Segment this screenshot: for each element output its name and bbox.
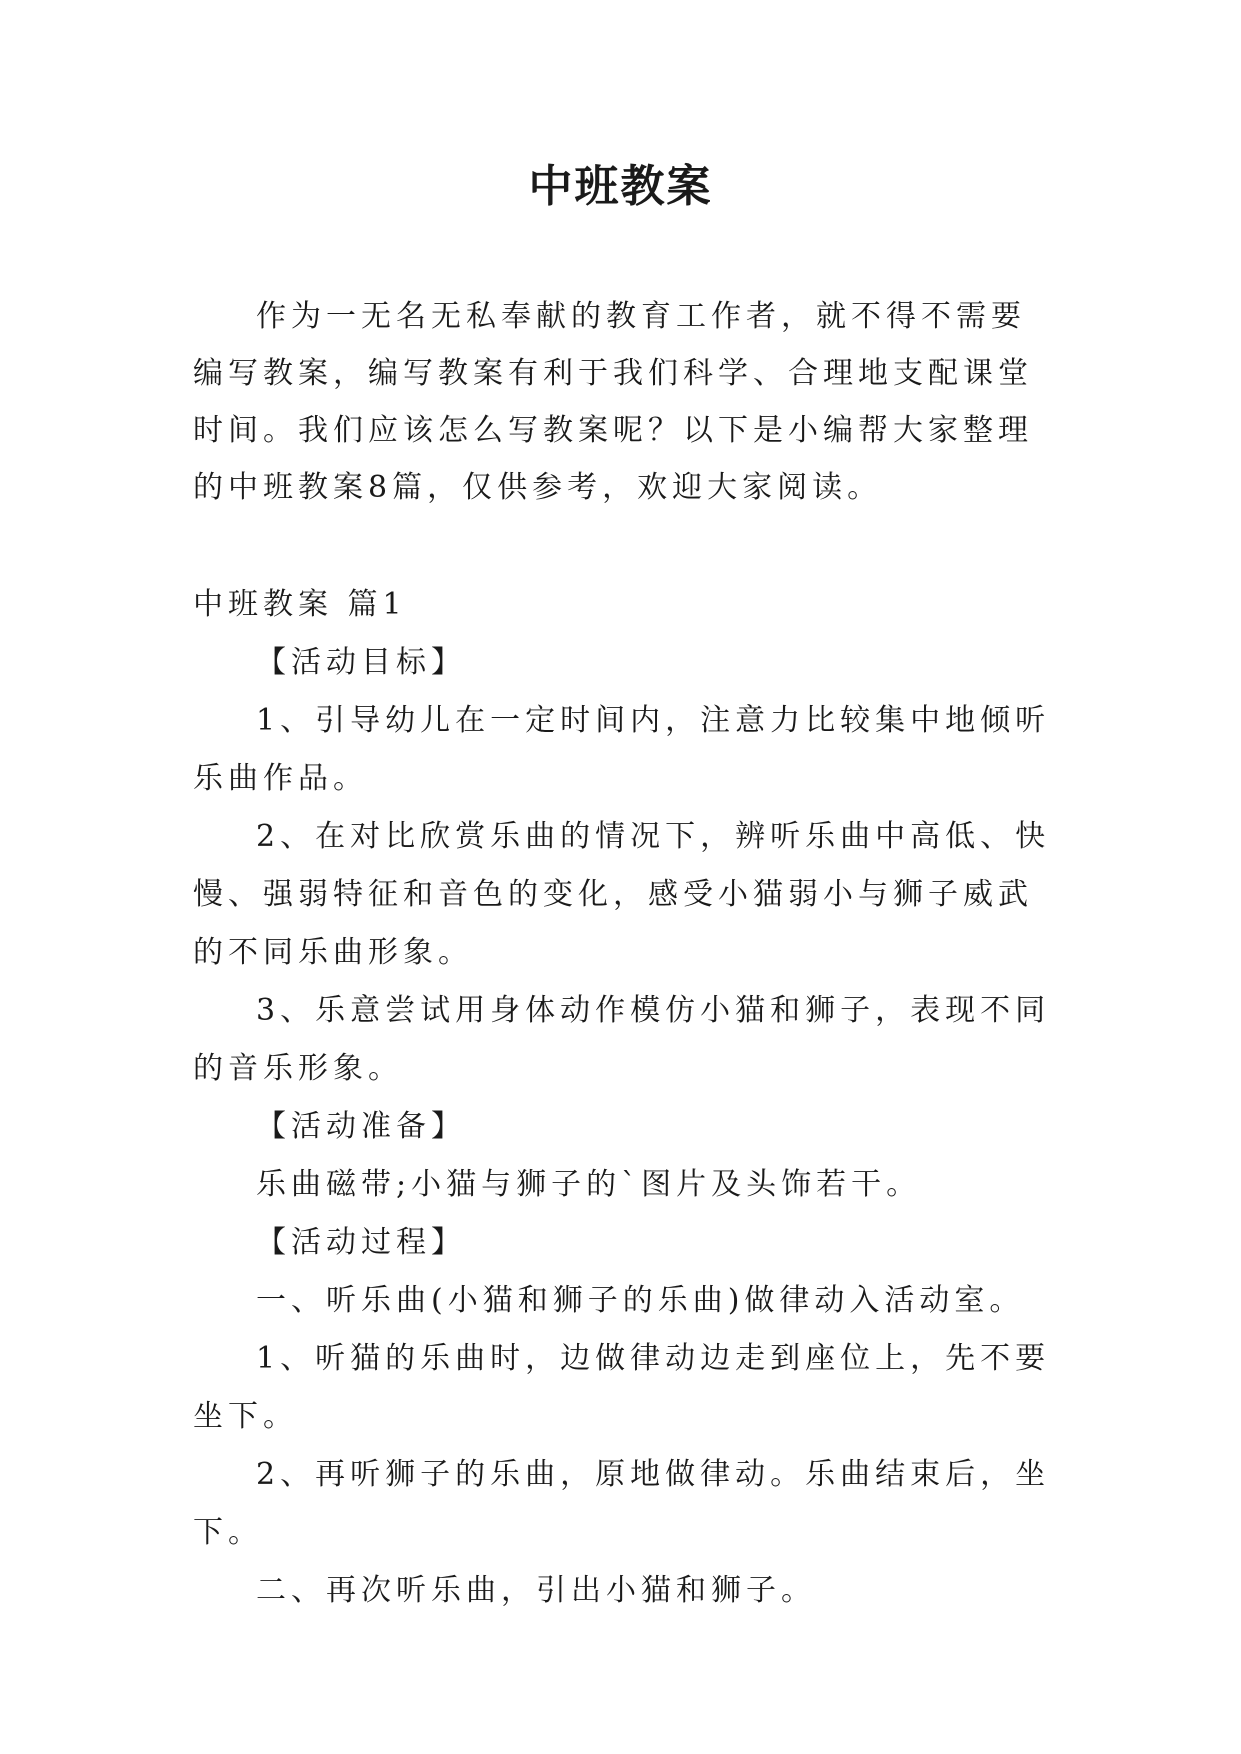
goal-item-3: 3、乐意尝试用身体动作模仿小猫和狮子，表现不同的音乐形象。 bbox=[193, 993, 1051, 1086]
section-heading: 中班教案 篇1 bbox=[193, 587, 407, 622]
goals-heading: 【活动目标】 bbox=[256, 645, 466, 680]
document-title: 中班教案 bbox=[528, 161, 713, 212]
process-step-two: 二、再次听乐曲，引出小猫和狮子。 bbox=[256, 1573, 816, 1608]
process-step-one-item-2: 2、再听狮子的乐曲，原地做律动。乐曲结束后，坐下。 bbox=[193, 1457, 1051, 1550]
intro-paragraph: 作为一无名无私奉献的教育工作者，就不得不需要编写教案，编写教案有利于我们科学、合理地支配课堂时间。我们应该怎么写教案呢？以下是小编帮大家整理的中班教案8篇，仅供参考，欢迎大家阅读。 bbox=[193, 299, 1033, 505]
goal-item-1: 1、引导幼儿在一定时间内，注意力比较集中地倾听乐曲作品。 bbox=[193, 703, 1051, 796]
prep-heading: 【活动准备】 bbox=[256, 1109, 466, 1144]
process-step-one-item-1: 1、听猫的乐曲时，边做律动边走到座位上，先不要坐下。 bbox=[193, 1341, 1051, 1434]
prep-text: 乐曲磁带;小猫与狮子的`图片及头饰若干。 bbox=[256, 1167, 922, 1202]
goal-item-2: 2、在对比欣赏乐曲的情况下，辨听乐曲中高低、快慢、强弱特征和音色的变化，感受小猫弱小与狮子威武的不同乐曲形象。 bbox=[193, 819, 1051, 970]
lesson-section bbox=[193, 576, 1055, 1620]
process-step-one: 一、听乐曲(小猫和狮子的乐曲)做律动入活动室。 bbox=[256, 1283, 1025, 1318]
process-heading: 【活动过程】 bbox=[256, 1225, 466, 1260]
